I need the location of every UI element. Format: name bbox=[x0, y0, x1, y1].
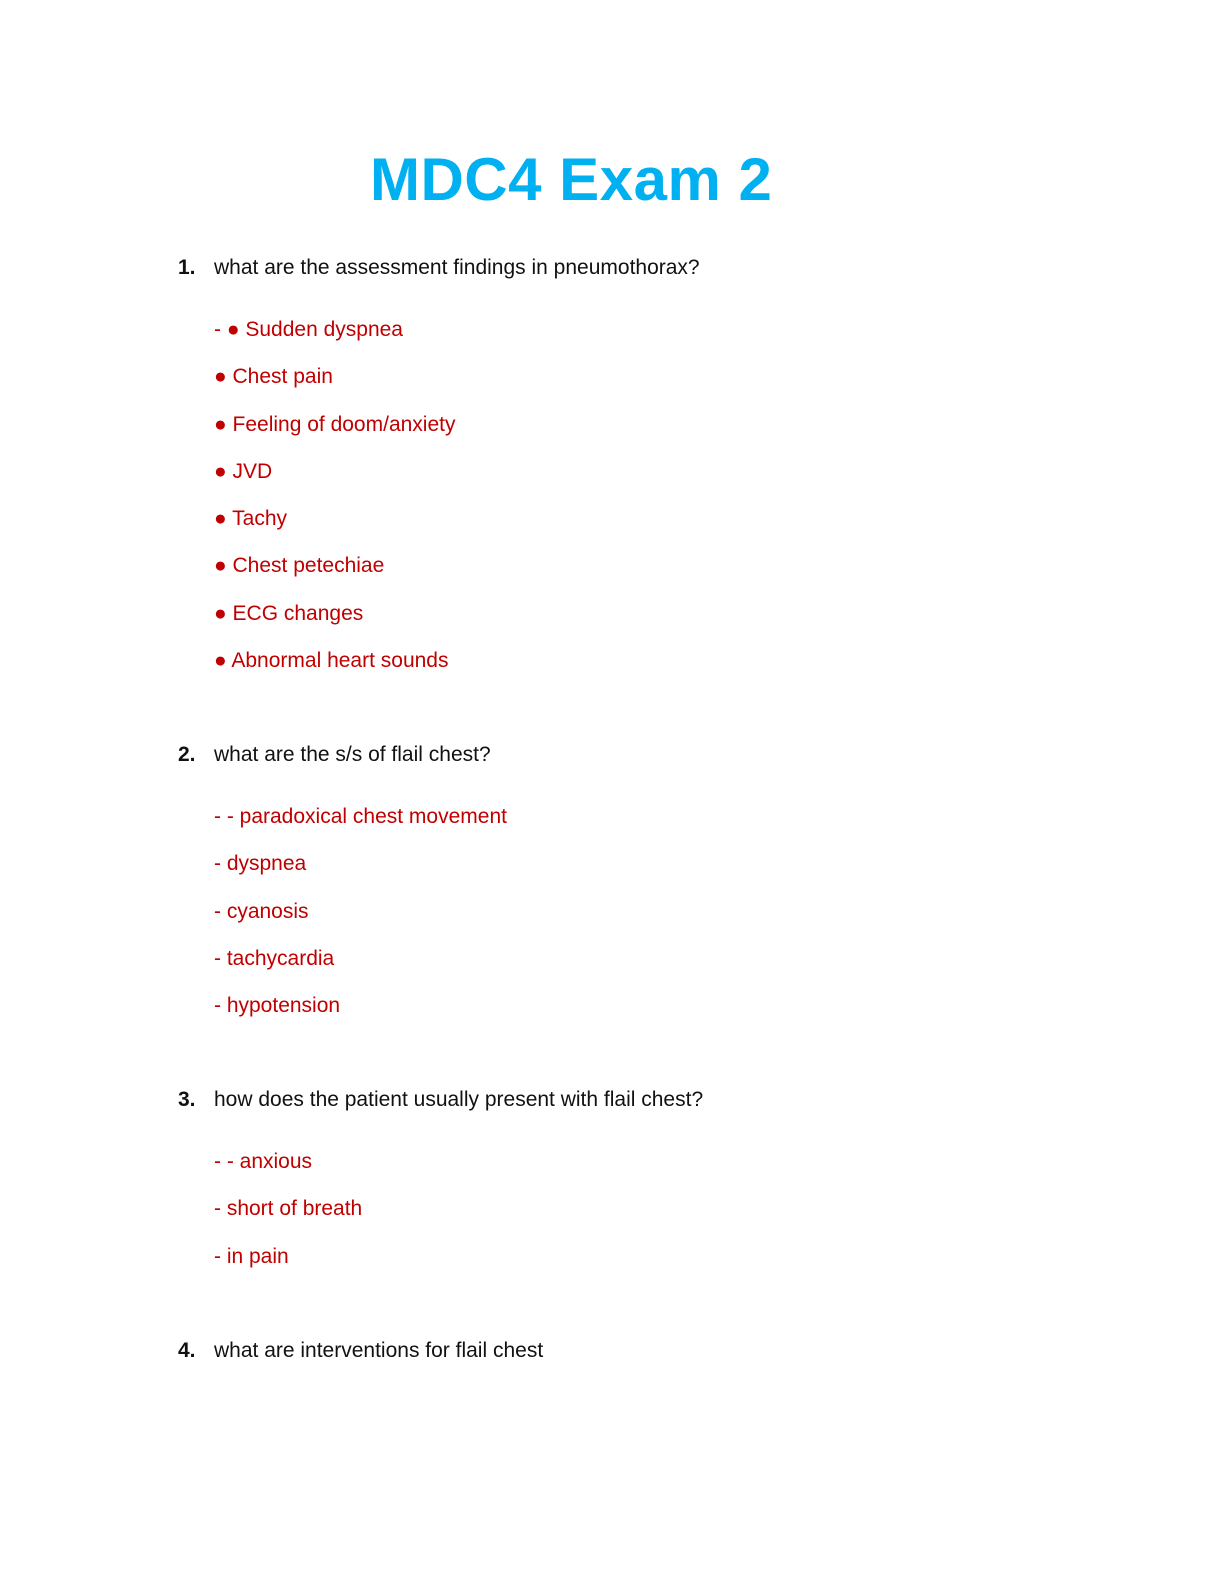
question-number: 4. bbox=[178, 1339, 196, 1362]
question-1 bbox=[178, 254, 700, 282]
answer-list-2 bbox=[214, 803, 507, 1039]
answer-item: ● Chest petechiae bbox=[214, 554, 385, 578]
answer-item: - dyspnea bbox=[214, 852, 307, 876]
answer-item: - hypotension bbox=[214, 994, 341, 1018]
answer-item: ● Abnormal heart sounds bbox=[214, 649, 449, 673]
answer-list-1 bbox=[214, 316, 455, 694]
question-text: how does the patient usually present with flail chest? bbox=[214, 1088, 704, 1111]
answer-item: ● ECG changes bbox=[214, 601, 364, 625]
answer-item: ● Tachy bbox=[214, 507, 287, 531]
answer-item: ● Chest pain bbox=[214, 365, 333, 389]
question-number: 3. bbox=[178, 1088, 196, 1111]
question-text: what are the assessment findings in pneumothorax? bbox=[214, 256, 700, 279]
question-2 bbox=[178, 741, 491, 769]
answer-item: - - paradoxical chest movement bbox=[214, 805, 507, 828]
answer-item: ● JVD bbox=[214, 459, 273, 483]
answer-item: - cyanosis bbox=[214, 899, 309, 923]
question-4 bbox=[178, 1337, 543, 1365]
question-text: what are interventions for flail chest bbox=[214, 1339, 544, 1362]
answer-item: - ● Sudden dyspnea bbox=[214, 318, 403, 341]
answer-item: - tachycardia bbox=[214, 946, 335, 970]
answer-item: - in pain bbox=[214, 1244, 289, 1268]
question-number: 1. bbox=[178, 256, 196, 279]
page-title: MDC4 Exam 2 bbox=[370, 146, 773, 213]
question-3 bbox=[178, 1086, 703, 1114]
answer-item: - - anxious bbox=[214, 1150, 313, 1173]
answer-item: - short of breath bbox=[214, 1197, 363, 1221]
question-number: 2. bbox=[178, 743, 196, 766]
answer-item: ● Feeling of doom/anxiety bbox=[214, 412, 456, 436]
answer-list-3 bbox=[214, 1148, 362, 1290]
question-text: what are the s/s of flail chest? bbox=[214, 743, 491, 766]
